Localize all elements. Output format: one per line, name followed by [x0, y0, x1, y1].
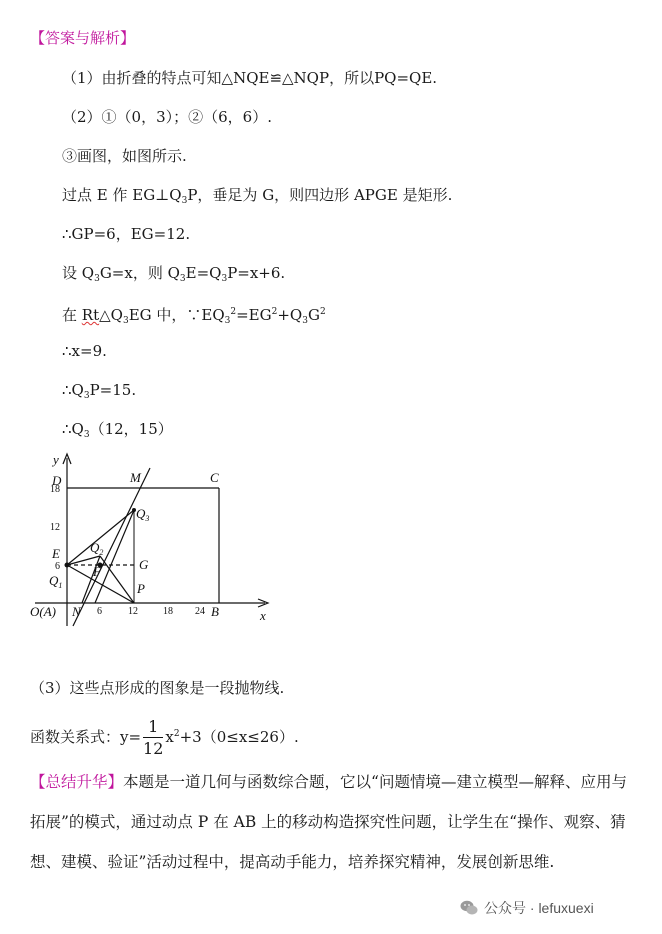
- label-d: D: [52, 473, 62, 488]
- ytick-12: 12: [50, 522, 60, 533]
- label-c: C: [210, 470, 219, 485]
- solution-line-5: ∴GP=6，EG=12.: [62, 225, 191, 243]
- label-origin: O(A): [30, 604, 56, 619]
- label-b: B: [211, 604, 219, 619]
- solution-line-9: $\therefore Q_3P=15$.: [62, 381, 137, 401]
- solution-line-4: 过点 E 作 $EG\perp Q_3P$，垂足为 G，则四边形 APGE 是矩形.: [62, 186, 453, 206]
- answer-header: 【答案与解析】: [30, 29, 136, 47]
- part3-line-1: （3）这些点形成的图象是一段抛物线.: [30, 679, 285, 697]
- solution-line-2: （2）①（0，3）；②（6，6）.: [62, 108, 272, 126]
- function-expression: 函数关系式：y= $\frac{1}{12}$ $x^2+3(0\le x\le 26)$.: [30, 716, 299, 758]
- ytick-18: 18: [50, 484, 60, 495]
- xtick-6: 6: [97, 606, 102, 617]
- xtick-12: 12: [128, 606, 138, 617]
- point-e: [65, 563, 70, 568]
- label-f: F: [93, 564, 101, 579]
- label-q3: $Q_3$: [136, 506, 150, 523]
- fraction: $\frac{1}{12}$: [143, 716, 164, 758]
- ytick-6: 6: [55, 561, 60, 572]
- label-m: M: [130, 470, 141, 485]
- solution-line-8: ∴x=9.: [62, 342, 107, 360]
- geometry-figure: [20, 448, 310, 638]
- solution-line-6: 设 $Q_3G=x$，则 $Q_3E=Q_3P=x+6$.: [62, 264, 286, 284]
- solution-line-10: $\therefore Q_3(12$，15）: [62, 420, 173, 440]
- summary-header: 【总结升华】: [30, 773, 124, 791]
- label-y: y: [53, 452, 59, 467]
- xtick-18: 18: [163, 606, 173, 617]
- label-e: E: [52, 546, 60, 561]
- xtick-24: 24: [195, 606, 205, 617]
- label-g: G: [139, 557, 149, 572]
- label-q1: $Q_1$: [49, 573, 63, 590]
- watermark: 公众号 · lefuxuexi: [460, 898, 594, 918]
- solution-line-1: （1）由折叠的特点可知△NQE≌△NQP，所以PQ=QE.: [62, 69, 438, 87]
- label-q2: $Q_2$: [90, 540, 104, 557]
- label-n: N: [72, 604, 81, 619]
- label-x: x: [260, 608, 266, 623]
- solution-line-7: 在 $Rt\triangle Q_3EG$ 中，$\because EQ_3^2=EG^2+Q_3G^2$: [62, 306, 326, 326]
- summary-paragraph: 【总结升华】本题是一道几何与函数综合题，它以“问题情境—建立模型—解释、应用与拓展”的模式，通过动点 P 在 AB 上的移动构造探究性问题，让学生在“操作、观察、猜想、建模、验证”活动过程中，提高动手能力，培养探究精神，发展创新思维.: [30, 773, 627, 871]
- label-p: P: [137, 581, 145, 596]
- line-mn: [73, 468, 150, 626]
- wechat-icon: [460, 900, 478, 916]
- solution-line-3: ③画图，如图所示.: [62, 147, 187, 165]
